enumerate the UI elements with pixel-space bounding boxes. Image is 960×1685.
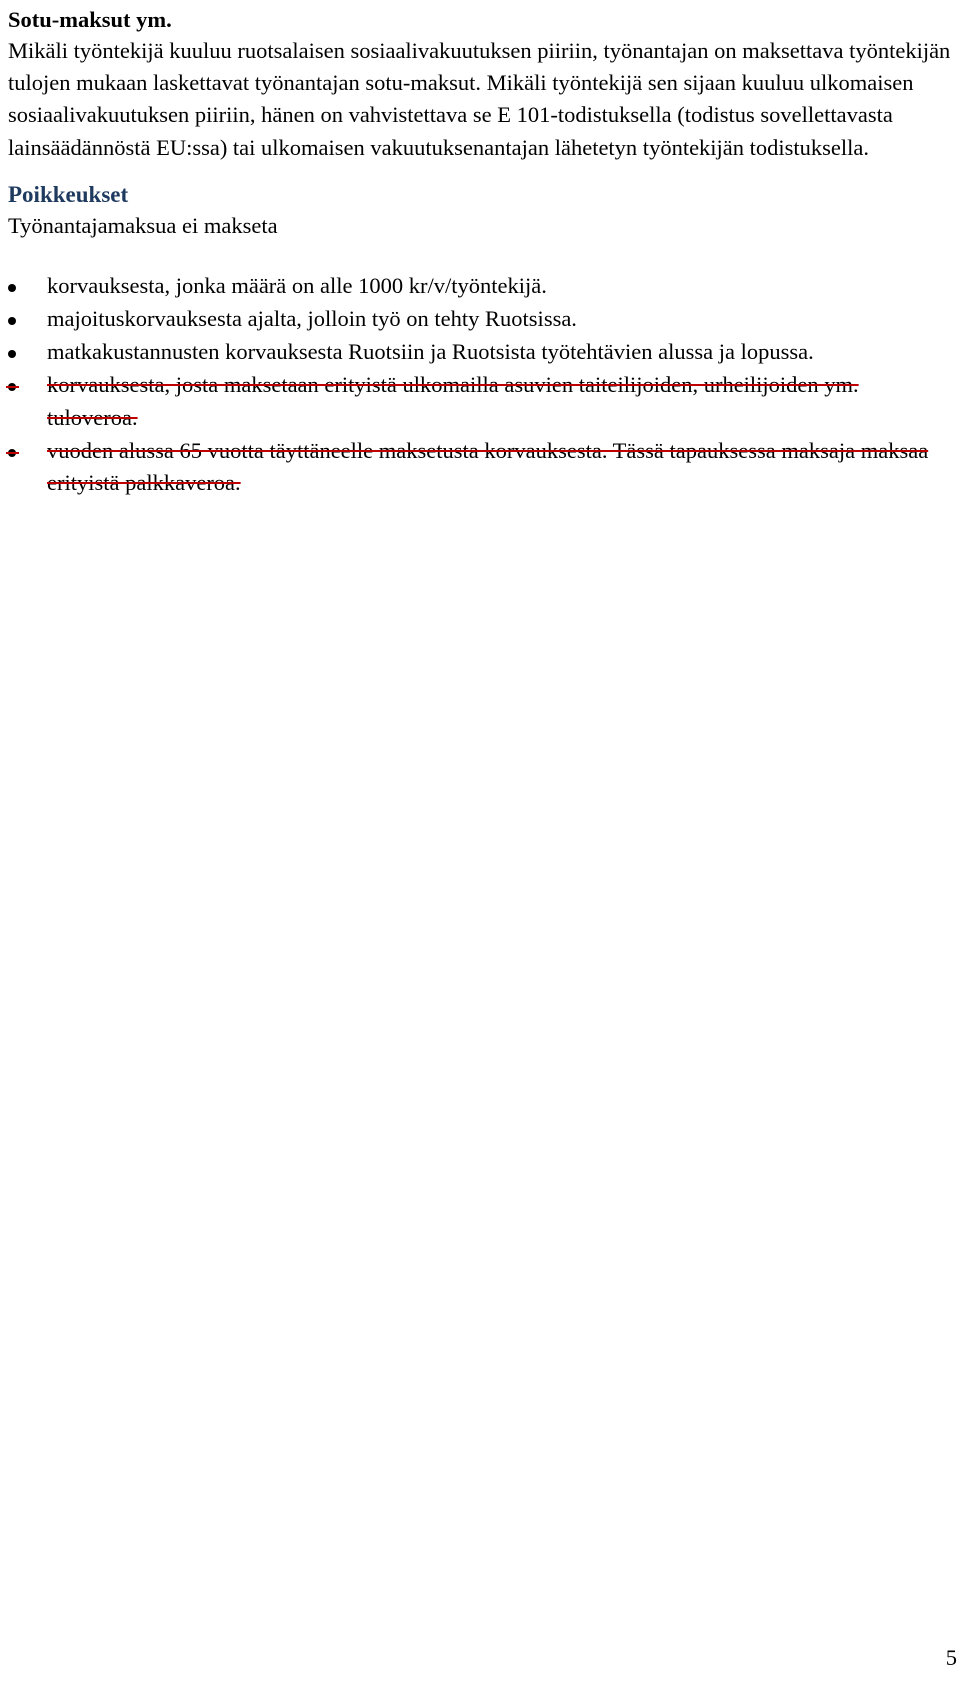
list-item-text: vuoden alussa 65 vuotta täyttäneelle maksetusta korvauksesta. Tässä tapauksessa maksaja maksaa erityistä palkkaveroa. [47,437,929,496]
exceptions-lead: Työnantajamaksua ei makseta [8,212,278,238]
page-number: 5 [945,1645,957,1670]
list-item-text: korvauksesta, jonka määrä on alle 1000 kr/v/työntekijä. [47,272,547,298]
list-item [8,303,952,335]
bullet-icon [8,284,16,292]
exceptions-title: Poikkeukset [8,181,129,207]
document-page [8,0,952,500]
bullet-icon [8,449,16,457]
bullet-icon [8,350,16,358]
list-item-text: korvauksesta, josta maksetaan erityistä ulkomailla asuvien taiteilijoiden, urheilijoiden ym. tuloveroa. [47,372,859,430]
list-item-struck [8,435,952,499]
section-paragraph: Mikäli työntekijä kuuluu ruotsalaisen sosiaalivakuutuksen piiriin, työnantajan on maksettava työntekijän tulojen mukaan laskettavat työnantajan sotu-maksut. Mikäli työntekijä sen sijaan kuuluu ulkomaisen sosiaalivakuutuksen piiriin, hänen on vahvistettava se E 101-todistuksella (todistus sovellettavasta lainsäädännöstä EU:ssa) tai ulkomaisen vakuutuksenantajan lähetetyn työntekijän todistuksella. [8,38,951,160]
bullet-icon [8,317,16,325]
list-item [8,270,952,302]
bullet-icon [8,383,16,391]
section-title: Sotu-maksut ym. [8,7,172,32]
exceptions-list [8,270,952,499]
list-item-struck [8,369,952,433]
list-item-text: majoituskorvauksesta ajalta, jolloin työ on tehty Ruotsissa. [47,306,577,332]
list-item-text: matkakustannusten korvauksesta Ruotsiin ja Ruotsista työtehtävien alussa ja lopussa. [47,339,814,365]
list-item [8,336,952,368]
